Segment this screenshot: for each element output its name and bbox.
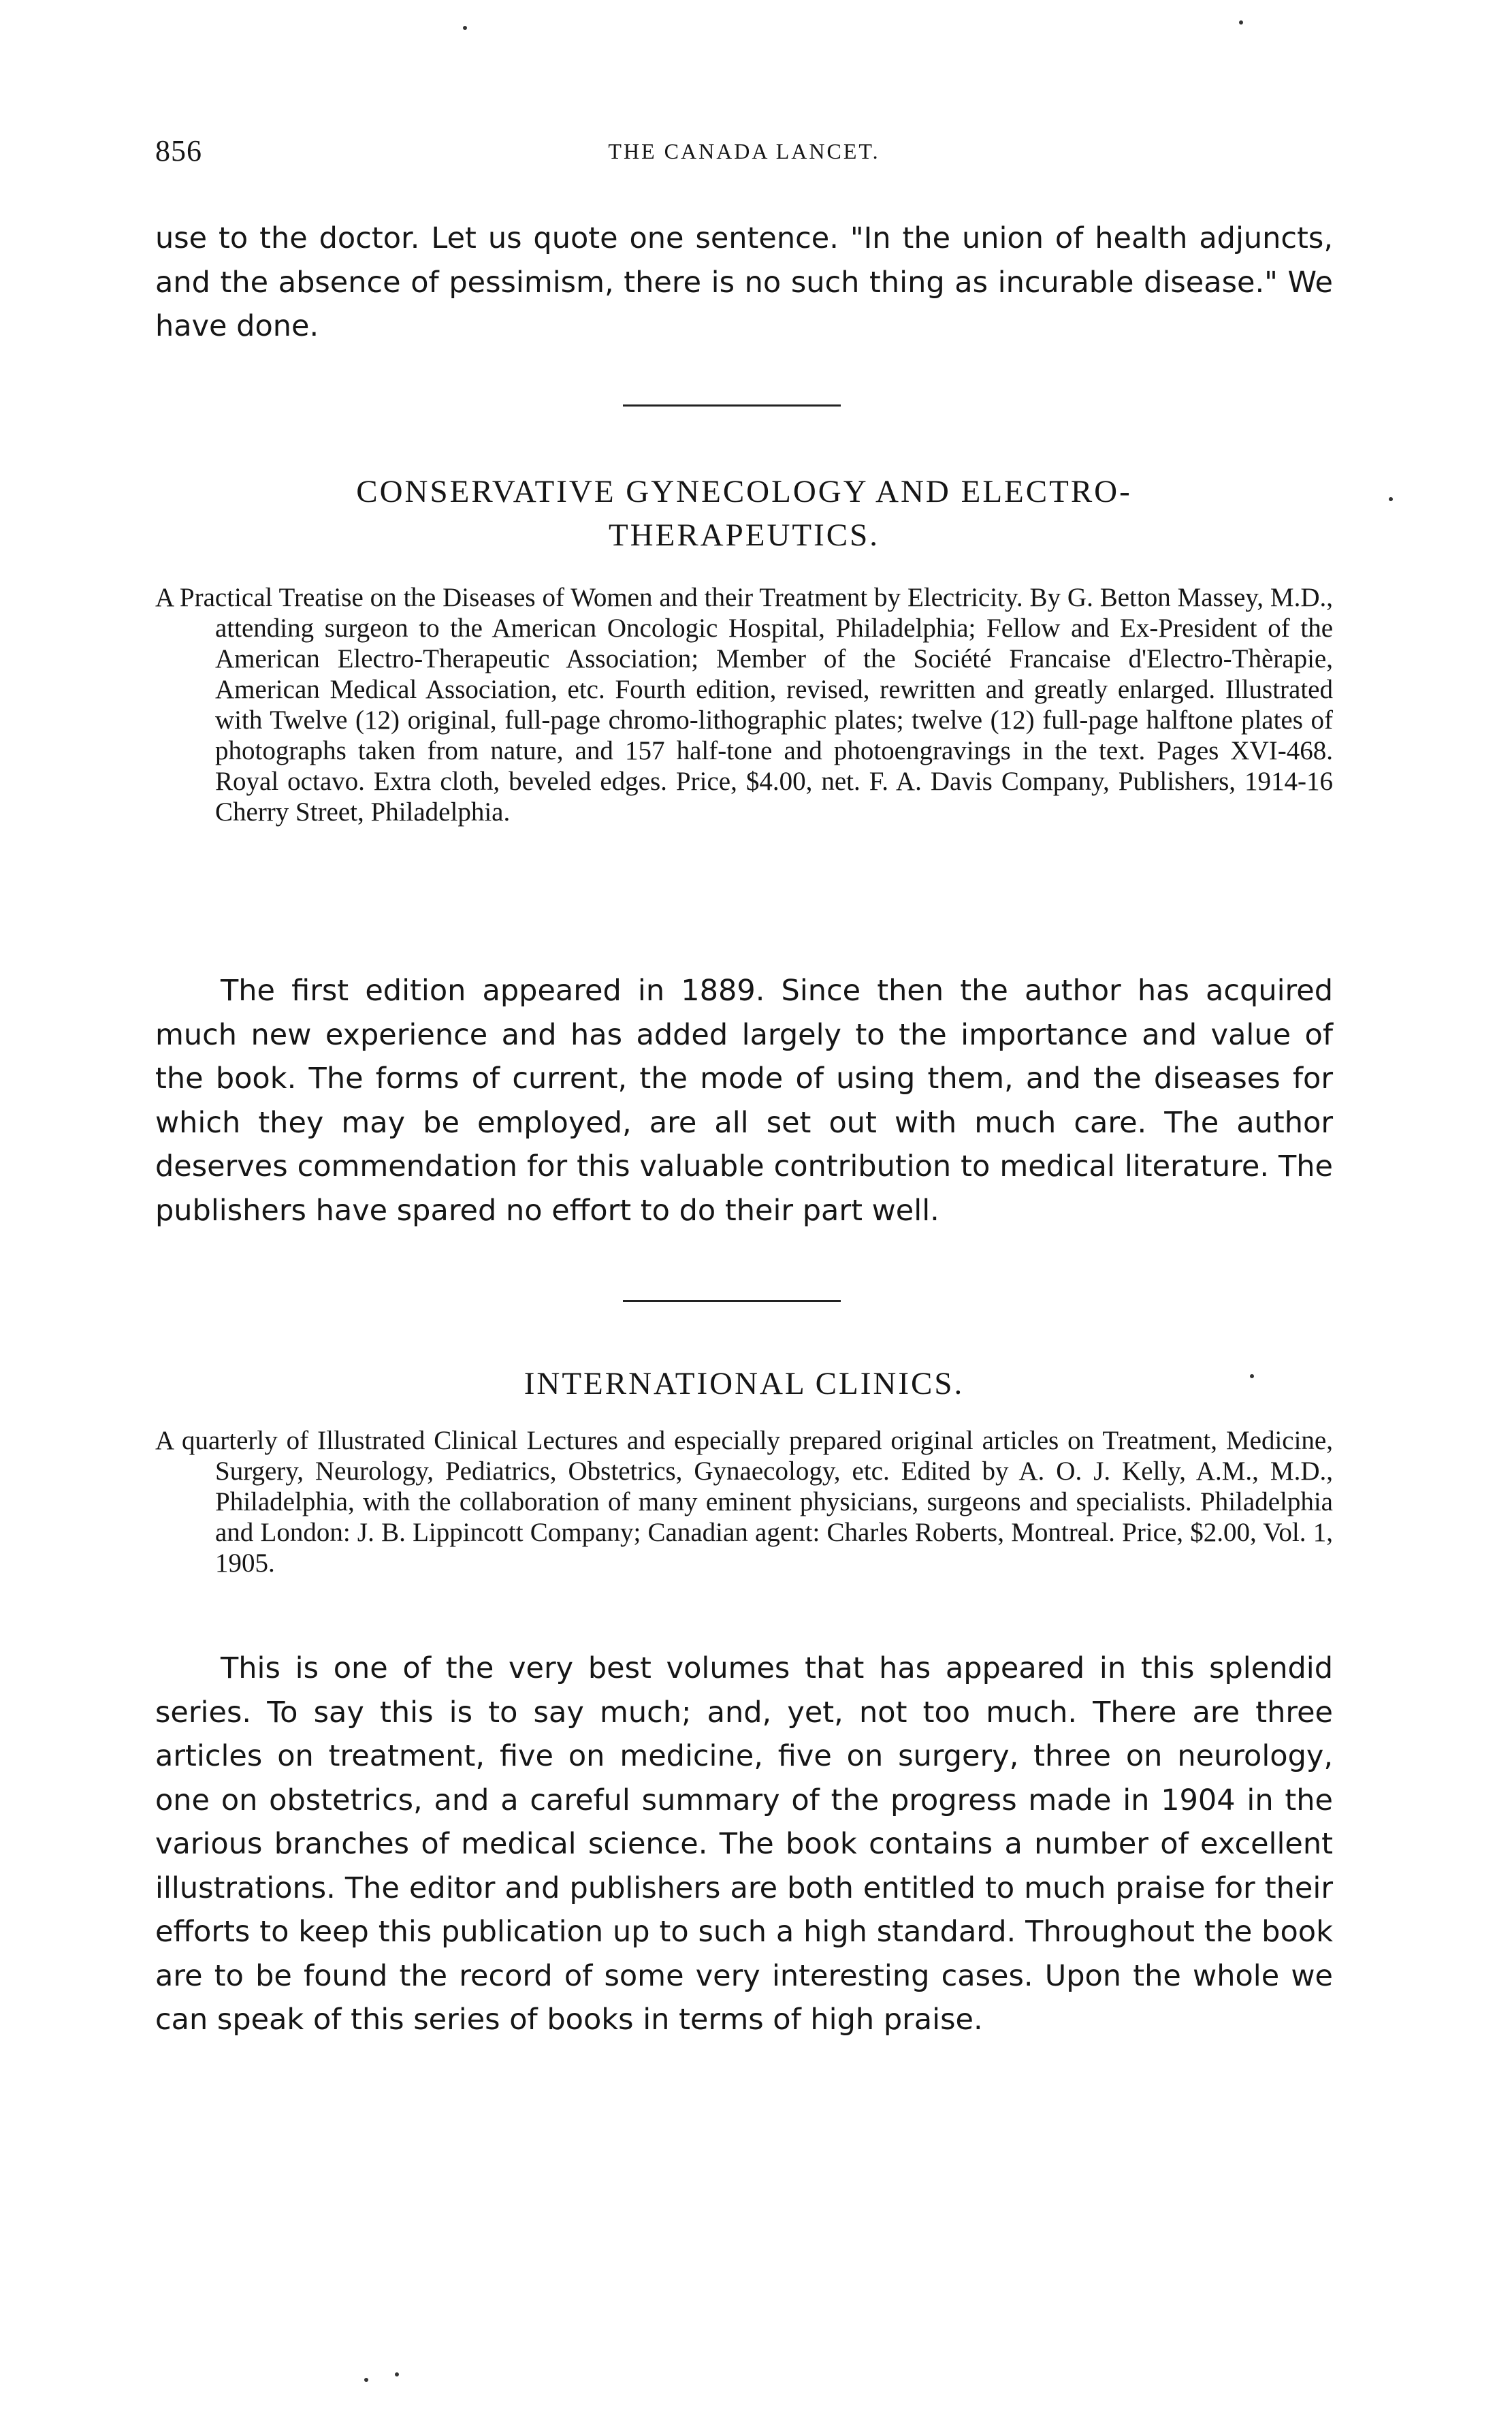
print-speck	[1389, 497, 1393, 501]
review-1-title-line-2: THERAPEUTICS.	[608, 518, 880, 553]
intro-paragraph: use to the doctor. Let us quote one sentence. "In the union of health adjuncts, and the absence of pessimism, there is no such thing as incurable disease." We have done.	[155, 221, 1333, 343]
review-1-title-line-1: CONSERVATIVE GYNECOLOGY AND ELECTRO-	[356, 474, 1132, 509]
review-2-title: INTERNATIONAL CLINICS.	[524, 1366, 965, 1401]
section-divider	[623, 1300, 841, 1302]
review-2-bibliographic-entry: A quarterly of Illustrated Clinical Lectures and especially prepared original articles on Treatment, Medicine, Surgery, Neurology, Pediatrics, Obstetrics, Gynaecology, etc. Edited by A. O. J. Kelly, A.M., M.D., Philadelphia, with the collaboration of many eminent physicians, surgeons and specialists. Philadelphia and London: J. B. Lippincott Company; Canadian agent: Charles Roberts, Montreal. Price, $2.00, Vol. 1, 1905.	[155, 1426, 1333, 1578]
review-2-text: This is one of the very best volumes that has appeared in this splendid series. To say this is to say much; and, yet, not too much. There are three articles on treatment, five on medicine, five on surgery, three on neurology, one on obstetrics, and a careful summary of the progress made in 1904 in the various branches of medical science. The book contains a number of excellent illustrations. The editor and publishers are both entitled to much praise for their efforts to keep this publication up to such a high standard. Throughout the book are to be found the record of some very interesting cases. Upon the whole we can speak of this series of books in terms of high praise.	[155, 1651, 1333, 2037]
running-head	[155, 133, 1333, 174]
print-speck	[395, 2372, 399, 2376]
page-number: 856	[155, 134, 202, 168]
print-speck	[1239, 20, 1243, 25]
review-1-bibliographic-entry: A Practical Treatise on the Diseases of Women and their Treatment by Electricity. By G. Betton Massey, M.D., attending surgeon to the American Oncologic Hospital, Philadelphia; Fellow and Ex-President of the American Electro-Therapeutic Association; Member of the Société Francaise d'Electro-Thèrapie, American Medical Association, etc. Fourth edition, revised, rewritten and greatly enlarged. Illustrated with Twelve (12) original, full-page chromo-lithographic plates; twelve (12) full-page halftone plates of photographs taken from nature, and 157 half-tone and photoengravings in the text. Pages XVI-468. Royal octavo. Extra cloth, beveled edges. Price, $4.00, net. F. A. Davis Company, Publishers, 1914-16 Cherry Street, Philadelphia.	[155, 583, 1333, 827]
print-speck	[364, 2378, 368, 2382]
print-speck	[463, 26, 467, 30]
review-1-title	[155, 470, 1333, 557]
journal-title: THE CANADA LANCET.	[608, 139, 880, 163]
review-1-text: The first edition appeared in 1889. Since then the author has acquired much new experience and has added largely to the importance and value of the book. The forms of current, the mode of using them, and the diseases for which they may be employed, are all set out with much care. The author deserves commendation for this valuable contribution to medical literature. The publishers have spared no effort to do their part well.	[155, 974, 1333, 1228]
section-divider	[623, 404, 841, 407]
